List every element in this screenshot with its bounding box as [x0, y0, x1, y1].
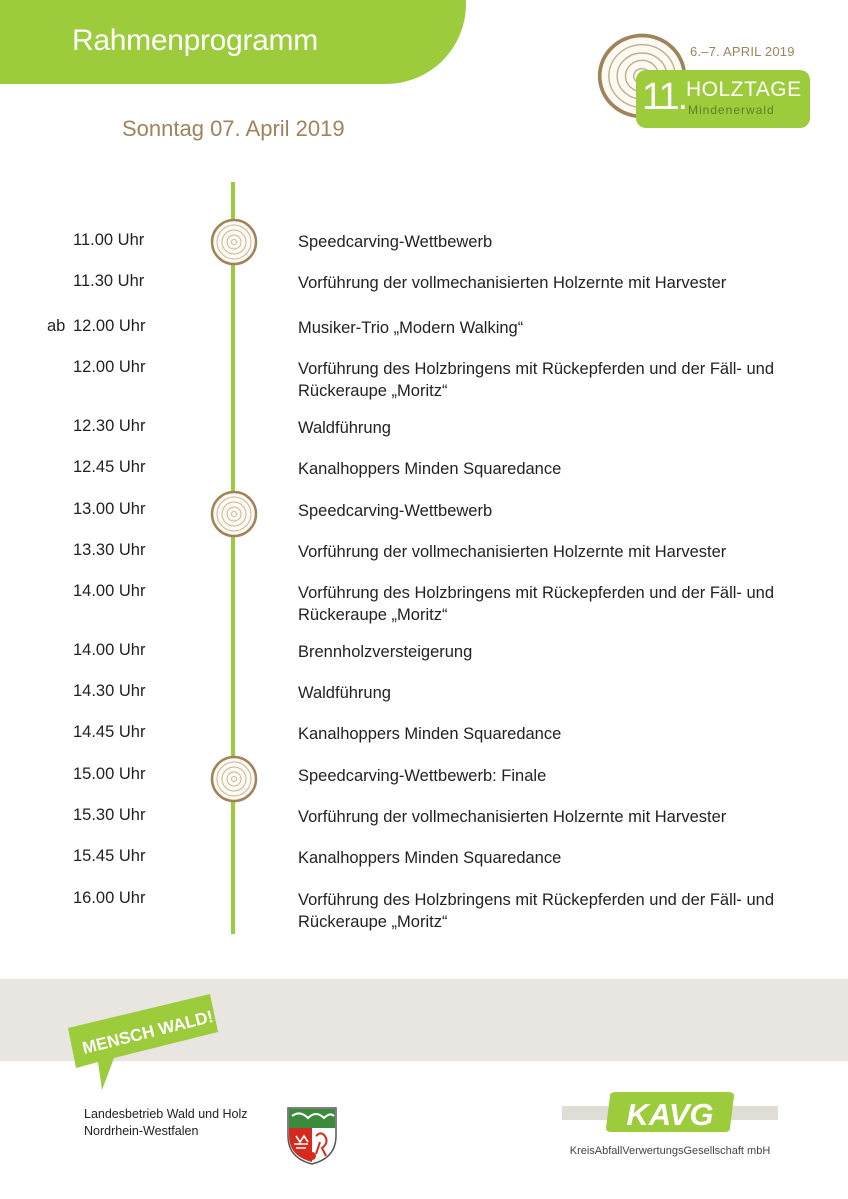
date-subtitle: Sonntag 07. April 2019 [122, 116, 345, 141]
schedule-event: Speedcarving-Wettbewerb [298, 502, 493, 520]
logo-badge [636, 70, 810, 128]
schedule-event: Waldführung [298, 419, 391, 437]
schedule-event: Kanalhoppers Minden Squaredance [298, 849, 562, 867]
schedule-event: Musiker-Trio „Modern Walking“ [298, 319, 524, 337]
schedule-prefix: ab [47, 317, 66, 335]
schedule-event: Vorführung des Holzbringens mit Rückepferden und der Fäll- und Rückeraupe „Moritz“ [298, 584, 775, 624]
schedule-event: Vorführung des Holzbringens mit Rückepferden und der Fäll- und Rückeraupe „Moritz“ [298, 891, 775, 931]
schedule-time: 14.00 Uhr [73, 582, 146, 600]
schedule-time: 14.45 Uhr [73, 723, 146, 741]
schedule-event: Speedcarving-Wettbewerb: Finale [298, 767, 547, 785]
schedule-time: 16.00 Uhr [73, 889, 146, 907]
schedule-time: 15.30 Uhr [73, 806, 146, 824]
schedule-time: 11.00 Uhr [73, 231, 145, 249]
schedule-event: Brennholzversteigerung [298, 643, 473, 661]
schedule-time: 15.00 Uhr [73, 765, 146, 783]
kavg-subtitle: KreisAbfallVerwertungsGesellschaft mbH [569, 1145, 771, 1157]
schedule-event: Vorführung der vollmechanisierten Holzernte mit Harvester [298, 808, 727, 826]
schedule-time: 11.30 Uhr [73, 272, 145, 290]
mensch-wald-logo [62, 988, 222, 1094]
page-title: Rahmenprogramm [72, 24, 318, 57]
log-marker-icon [209, 489, 259, 539]
logo-date: 6.–7. APRIL 2019 [690, 44, 795, 59]
timeline-line [231, 182, 235, 934]
schedule-event: Waldführung [298, 684, 391, 702]
mensch-wald-text: MENSCH WALD! [80, 1007, 216, 1058]
nrw-crest-icon [286, 1106, 338, 1166]
schedule-event: Kanalhoppers Minden Squaredance [298, 460, 562, 478]
schedule-time: 14.00 Uhr [73, 641, 146, 659]
logo-place: Mindenerwald [688, 103, 775, 117]
landesbetrieb-text [84, 1106, 248, 1140]
schedule-event: Vorführung des Holzbringens mit Rückepferden und der Fäll- und Rückeraupe „Moritz“ [298, 360, 775, 400]
schedule-time: 12.45 Uhr [73, 458, 146, 476]
logo-number: 11. [642, 76, 687, 118]
kavg-logo-text: KAVG [626, 1097, 714, 1132]
holztage-logo [596, 26, 810, 130]
landesbetrieb-line-2: Nordrhein-Westfalen [84, 1124, 199, 1138]
landesbetrieb-line-1: Landesbetrieb Wald und Holz [84, 1107, 248, 1121]
schedule-time: 12.30 Uhr [73, 417, 146, 435]
log-marker-icon [209, 217, 259, 267]
schedule-time: 14.30 Uhr [73, 682, 146, 700]
logo-name: HOLZTAGE [686, 78, 802, 101]
log-marker-icon [209, 754, 259, 804]
schedule-event: Kanalhoppers Minden Squaredance [298, 725, 562, 743]
schedule-time: 15.45 Uhr [73, 847, 146, 865]
schedule-time: 13.00 Uhr [73, 500, 146, 518]
schedule-event: Speedcarving-Wettbewerb [298, 233, 493, 251]
schedule-time: 12.00 Uhr [73, 358, 146, 376]
schedule-time: 13.30 Uhr [73, 541, 146, 559]
schedule-event: Vorführung der vollmechanisierten Holzernte mit Harvester [298, 274, 727, 292]
schedule-time: 12.00 Uhr [73, 317, 146, 335]
schedule-event: Vorführung der vollmechanisierten Holzernte mit Harvester [298, 543, 727, 561]
